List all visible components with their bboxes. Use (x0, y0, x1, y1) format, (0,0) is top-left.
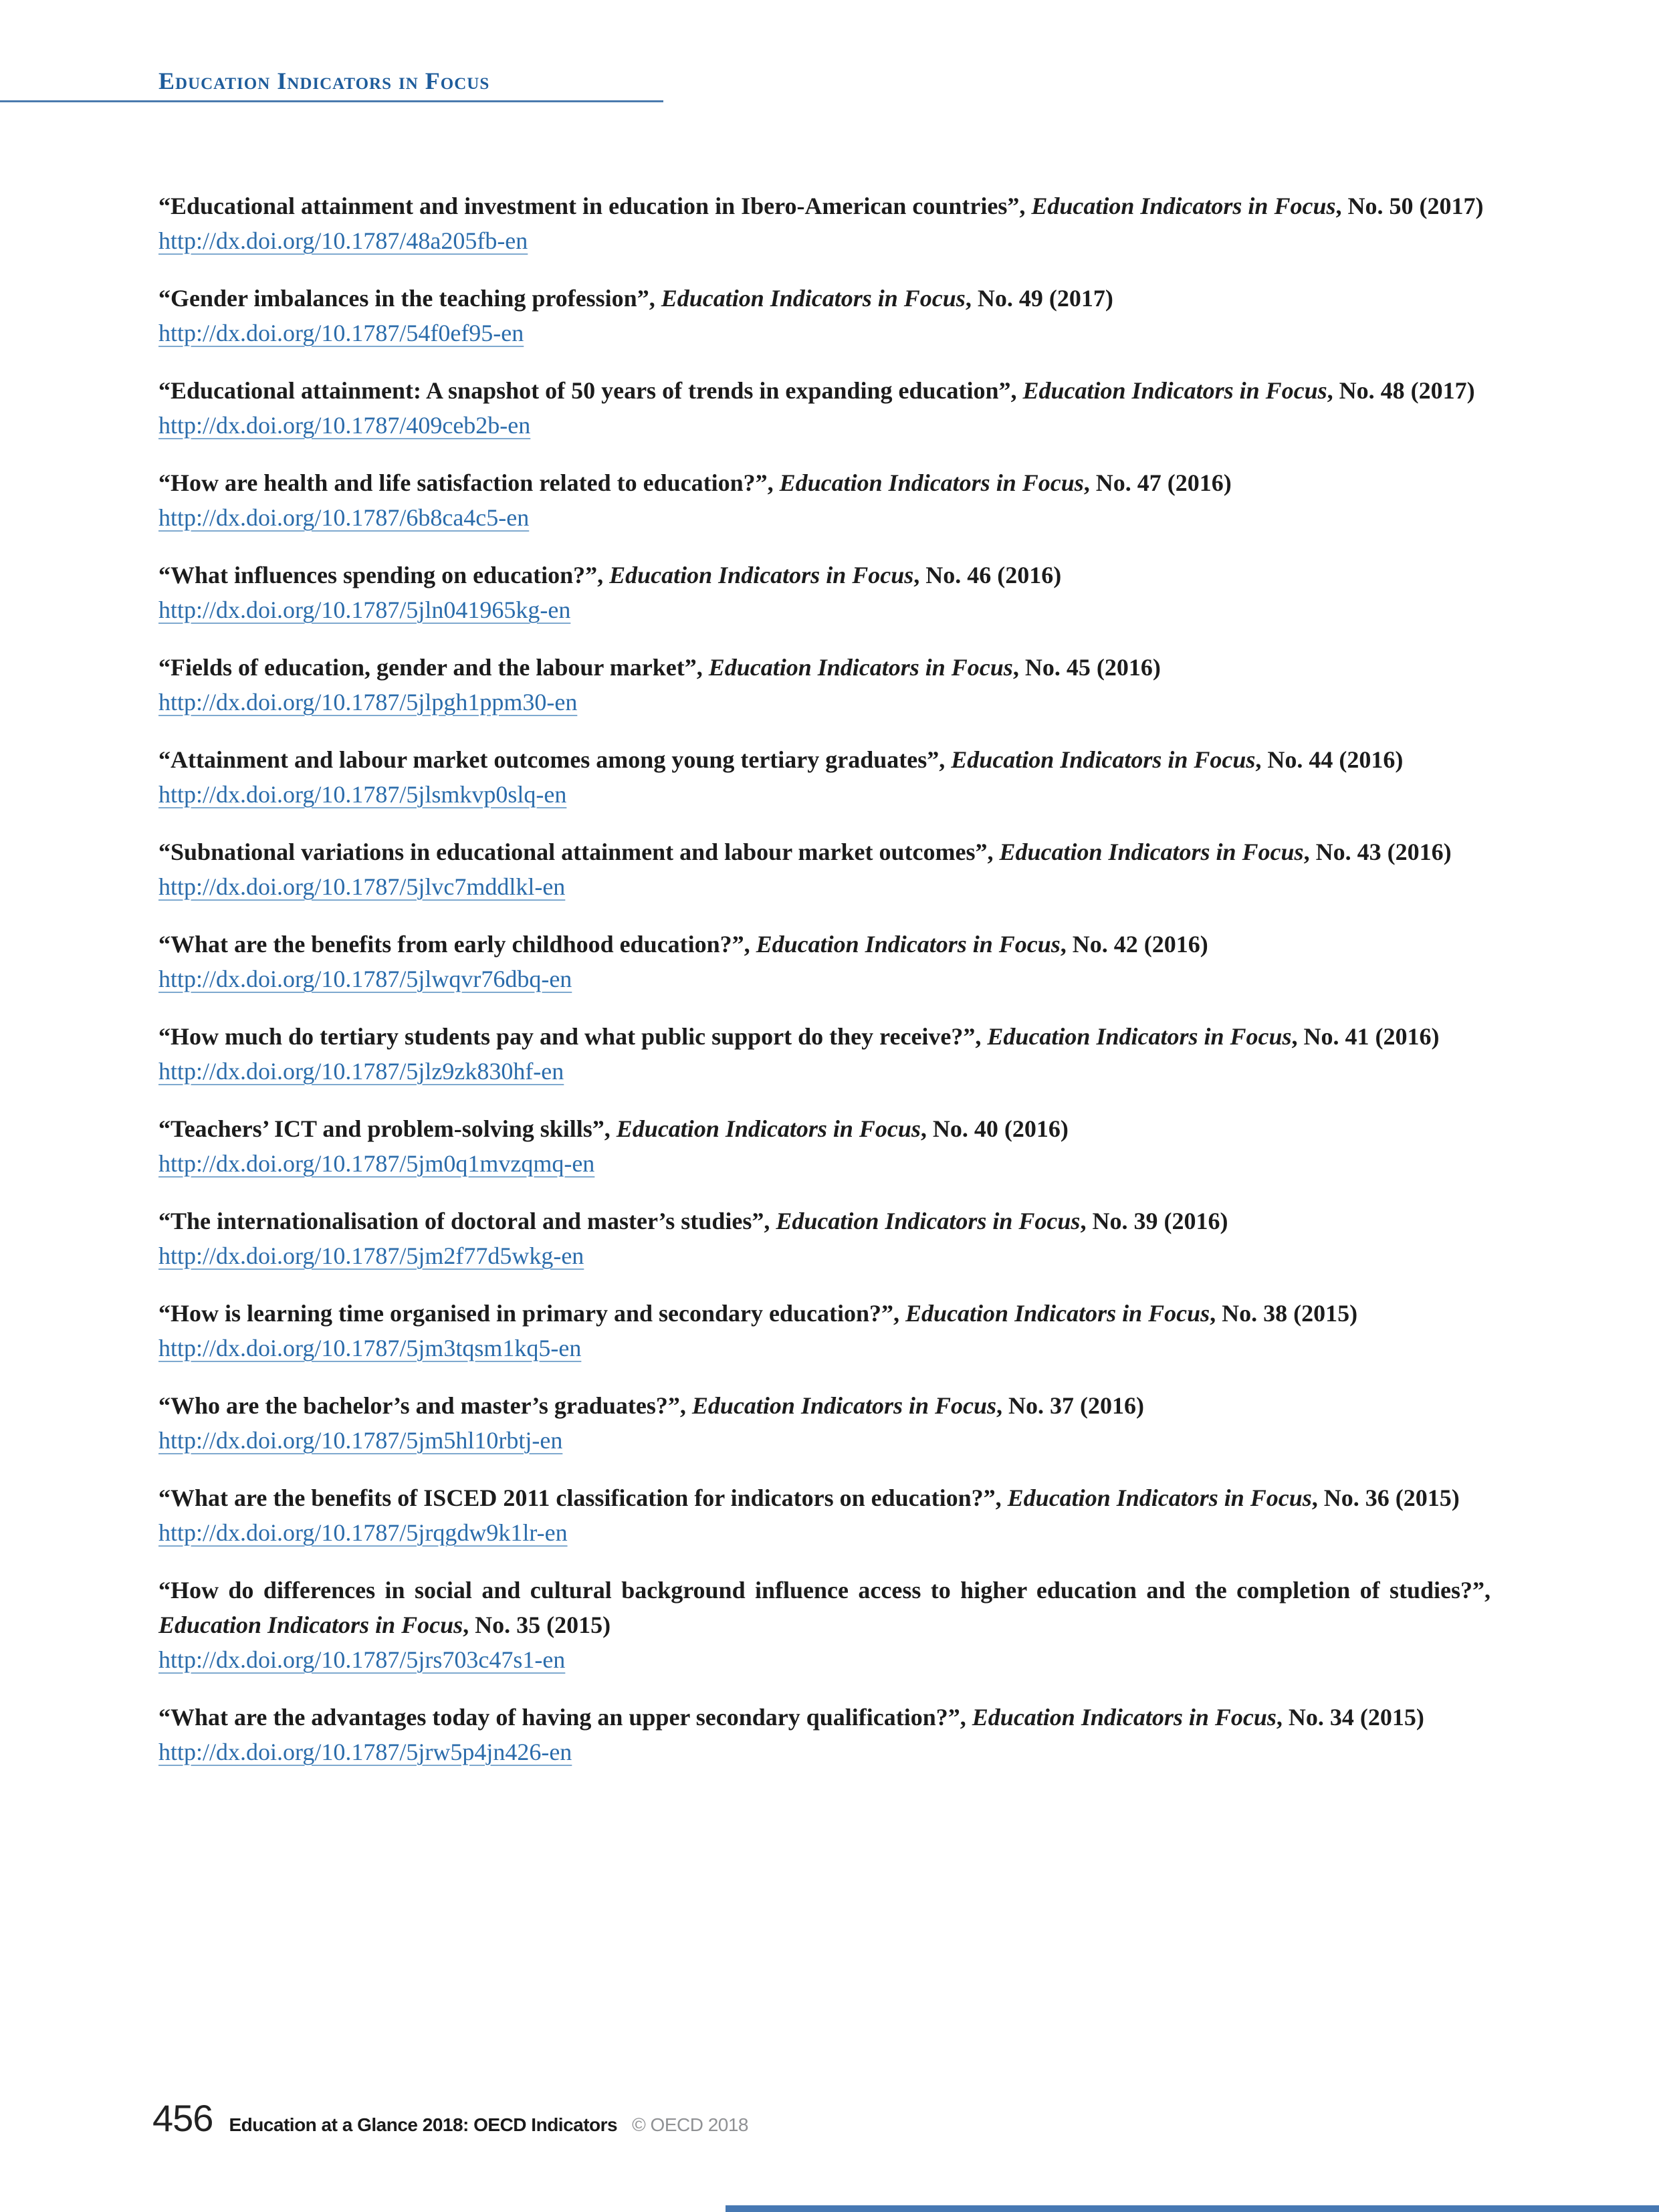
doi-link[interactable]: http://dx.doi.org/10.1787/5jm5hl10rbtj-en (158, 1427, 563, 1454)
citation-issue-ref: , No. 49 (2017) (965, 285, 1113, 312)
citation-journal: Education Indicators in Focus (999, 839, 1304, 865)
doi-link[interactable]: http://dx.doi.org/10.1787/5jrqgdw9k1lr-en (158, 1519, 568, 1546)
citation-issue-ref: , No. 50 (2017) (1335, 193, 1484, 219)
citation-title: “Fields of education, gender and the labour market”, (158, 654, 709, 681)
citation-issue-ref: , No. 45 (2016) (1012, 654, 1161, 681)
citation-text (158, 1573, 1490, 1642)
citation-text (158, 465, 1490, 500)
citation-journal: Education Indicators in Focus (779, 469, 1084, 496)
citation-issue-ref: , No. 42 (2016) (1060, 931, 1208, 958)
citation-journal: Education Indicators in Focus (158, 1612, 463, 1638)
citation-text (158, 835, 1490, 869)
citation-list (158, 189, 1490, 1792)
citation-journal: Education Indicators in Focus (1007, 1484, 1312, 1511)
citation-title: “Teachers’ ICT and problem-solving skills”, (158, 1115, 617, 1142)
citation-issue-ref: , No. 34 (2015) (1276, 1704, 1424, 1731)
doi-link[interactable]: http://dx.doi.org/10.1787/5jrs703c47s1-en (158, 1646, 566, 1673)
citation-title: “Attainment and labour market outcomes among young tertiary graduates”, (158, 746, 952, 773)
citation-entry (158, 558, 1490, 627)
citation-text (158, 281, 1490, 316)
page-number: 456 (152, 2097, 213, 2139)
doi-link[interactable]: http://dx.doi.org/10.1787/6b8ca4c5-en (158, 504, 530, 531)
citation-title: “Educational attainment and investment in education in Ibero-American countries”, (158, 193, 1032, 219)
citation-journal: Education Indicators in Focus (661, 285, 966, 312)
citation-entry (158, 1573, 1490, 1677)
citation-issue-ref: , No. 35 (2015) (463, 1612, 611, 1638)
citation-issue-ref: , No. 41 (2016) (1291, 1023, 1440, 1050)
doi-link[interactable]: http://dx.doi.org/10.1787/54f0ef95-en (158, 320, 524, 346)
citation-title: “How are health and life satisfaction related to education?”, (158, 469, 780, 496)
citation-title: “Gender imbalances in the teaching profession”, (158, 285, 661, 312)
doi-link[interactable]: http://dx.doi.org/10.1787/5jrw5p4jn426-en (158, 1739, 572, 1765)
citation-issue-ref: , No. 47 (2016) (1083, 469, 1232, 496)
citation-issue-ref: , No. 40 (2016) (920, 1115, 1069, 1142)
doi-link[interactable]: http://dx.doi.org/10.1787/5jlvc7mddlkl-en (158, 873, 566, 900)
header-rule (0, 100, 663, 102)
book-title: Education at a Glance 2018: OECD Indicators (229, 2114, 618, 2135)
citation-text (158, 373, 1490, 408)
citation-journal: Education Indicators in Focus (708, 654, 1013, 681)
citation-text (158, 1480, 1490, 1515)
citation-entry (158, 742, 1490, 812)
citation-title: “What are the benefits from early childhood education?”, (158, 931, 756, 958)
citation-issue-ref: , No. 38 (2015) (1210, 1300, 1358, 1327)
citation-journal: Education Indicators in Focus (776, 1208, 1081, 1234)
citation-title: “How is learning time organised in primary and secondary education?”, (158, 1300, 906, 1327)
doi-link[interactable]: http://dx.doi.org/10.1787/48a205fb-en (158, 227, 528, 254)
citation-journal: Education Indicators in Focus (756, 931, 1061, 958)
citation-entry (158, 189, 1490, 258)
citation-title: “What are the benefits of ISCED 2011 classification for indicators on education?”, (158, 1484, 1008, 1511)
citation-issue-ref: , No. 37 (2016) (996, 1392, 1145, 1419)
citation-entry (158, 1700, 1490, 1769)
citation-entry (158, 927, 1490, 996)
citation-title: “Subnational variations in educational attainment and labour market outcomes”, (158, 839, 1000, 865)
citation-issue-ref: , No. 44 (2016) (1255, 746, 1404, 773)
doi-link[interactable]: http://dx.doi.org/10.1787/5jlz9zk830hf-en (158, 1058, 564, 1085)
doi-link[interactable]: http://dx.doi.org/10.1787/5jm2f77d5wkg-en (158, 1242, 584, 1269)
citation-text (158, 1204, 1490, 1238)
citation-text (158, 1111, 1490, 1146)
citation-entry (158, 835, 1490, 904)
citation-journal: Education Indicators in Focus (609, 562, 914, 588)
page-footer (152, 2096, 748, 2140)
citation-entry (158, 1204, 1490, 1273)
bottom-accent-bar (726, 2205, 1659, 2212)
citation-journal: Education Indicators in Focus (905, 1300, 1210, 1327)
citation-title: “How much do tertiary students pay and what public support do they receive?”, (158, 1023, 988, 1050)
citation-issue-ref: , No. 48 (2017) (1327, 377, 1475, 404)
running-head-title: Education Indicators in Focus (158, 68, 490, 94)
citation-title: “What are the advantages today of having an upper secondary qualification?”, (158, 1704, 972, 1731)
doi-link[interactable]: http://dx.doi.org/10.1787/5jlwqvr76dbq-en (158, 966, 572, 992)
citation-text (158, 1019, 1490, 1054)
citation-text (158, 189, 1490, 223)
doi-link[interactable]: http://dx.doi.org/10.1787/5jln041965kg-en (158, 596, 571, 623)
citation-journal: Education Indicators in Focus (1022, 377, 1327, 404)
citation-entry (158, 373, 1490, 443)
citation-issue-ref: , No. 43 (2016) (1303, 839, 1452, 865)
citation-journal: Education Indicators in Focus (951, 746, 1256, 773)
copyright-notice: © OECD 2018 (632, 2114, 748, 2135)
doi-link[interactable]: http://dx.doi.org/10.1787/5jlpgh1ppm30-en (158, 689, 578, 715)
citation-text (158, 650, 1490, 685)
citation-entry (158, 650, 1490, 720)
citation-journal: Education Indicators in Focus (987, 1023, 1292, 1050)
citation-journal: Education Indicators in Focus (616, 1115, 921, 1142)
citation-journal: Education Indicators in Focus (1031, 193, 1336, 219)
citation-title: “The internationalisation of doctoral and master’s studies”, (158, 1208, 776, 1234)
citation-entry (158, 465, 1490, 535)
citation-issue-ref: , No. 46 (2016) (913, 562, 1062, 588)
citation-entry (158, 1296, 1490, 1365)
doi-link[interactable]: http://dx.doi.org/10.1787/5jm0q1mvzqmq-en (158, 1150, 595, 1177)
citation-title: “Who are the bachelor’s and master’s graduates?”, (158, 1392, 692, 1419)
citation-entry (158, 1111, 1490, 1181)
doi-link[interactable]: http://dx.doi.org/10.1787/5jlsmkvp0slq-en (158, 781, 567, 808)
citation-text (158, 1296, 1490, 1331)
citation-entry (158, 1480, 1490, 1550)
citation-issue-ref: , No. 39 (2016) (1080, 1208, 1228, 1234)
citation-text (158, 927, 1490, 962)
citation-entry (158, 281, 1490, 350)
citation-entry (158, 1019, 1490, 1089)
citation-text (158, 1388, 1490, 1423)
citation-journal: Education Indicators in Focus (691, 1392, 997, 1419)
citation-text (158, 1700, 1490, 1735)
citation-text (158, 742, 1490, 777)
citation-title: “What influences spending on education?”, (158, 562, 610, 588)
citation-issue-ref: , No. 36 (2015) (1311, 1484, 1460, 1511)
citation-title: “Educational attainment: A snapshot of 50 years of trends in expanding education”, (158, 377, 1023, 404)
doi-link[interactable]: http://dx.doi.org/10.1787/5jm3tqsm1kq5-en (158, 1335, 582, 1361)
citation-journal: Education Indicators in Focus (972, 1704, 1277, 1731)
citation-text (158, 558, 1490, 592)
citation-entry (158, 1388, 1490, 1458)
citation-title: “How do differences in social and cultural background influence access to higher education and the completion of studies?”, (158, 1577, 1490, 1603)
doi-link[interactable]: http://dx.doi.org/10.1787/409ceb2b-en (158, 412, 531, 439)
